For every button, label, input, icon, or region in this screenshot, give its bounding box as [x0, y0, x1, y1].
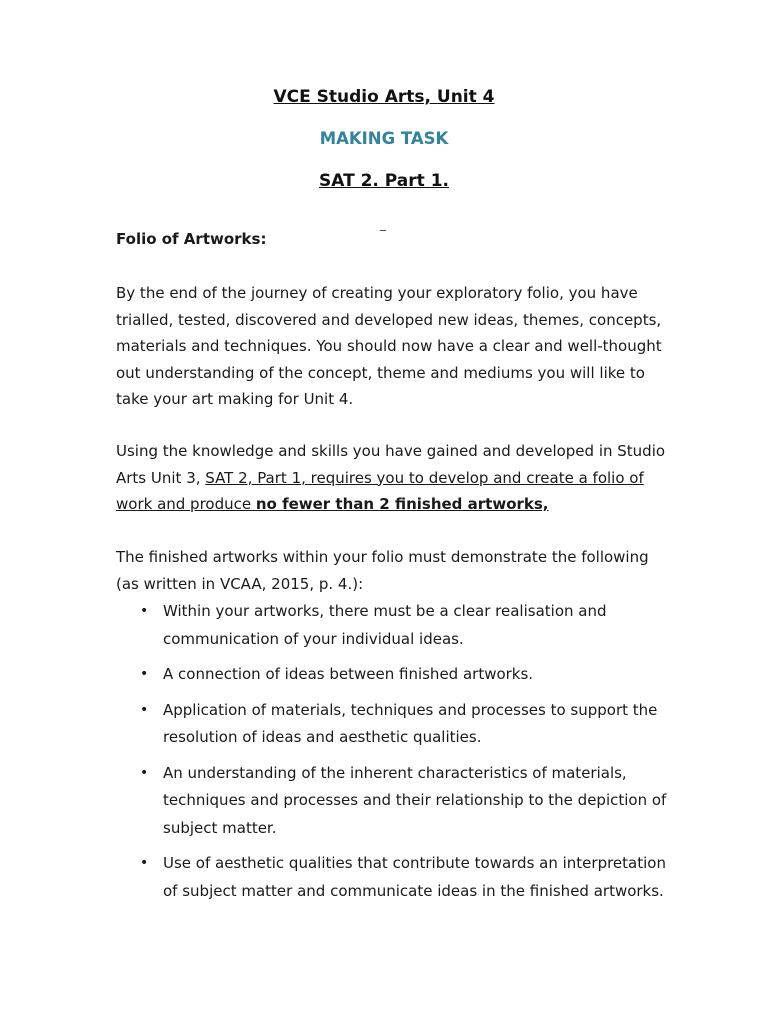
bullet-icon: •	[140, 855, 149, 871]
list-item	[116, 697, 676, 752]
criteria-list	[116, 598, 676, 913]
list-item	[116, 598, 676, 653]
paragraph-requirements	[116, 438, 676, 518]
list-item-text: A connection of ideas between finished artworks.	[163, 665, 534, 683]
stray-mark: _	[380, 217, 386, 231]
sat-heading: SAT 2. Part 1.	[319, 171, 449, 191]
bullet-icon: •	[140, 666, 149, 682]
requirements-plain-text: Using the knowledge and skills you have gained and developed in Studio Arts Unit 3,	[116, 442, 666, 487]
paragraph-intro: By the end of the journey of creating your exploratory folio, you have trialled, tested, discovered and developed new ideas, themes, concepts, materials and techniques. You should now have a clear and well-thought out understanding of the concept, theme and mediums you will like to take your art making for Unit 4.	[116, 284, 662, 408]
bullet-icon: •	[140, 603, 149, 619]
bullet-icon: •	[140, 764, 149, 781]
document-subtitle: MAKING TASK	[319, 129, 449, 148]
list-item-text: Application of materials, techniques and processes to support the resolution of ideas and aesthetic qualities.	[163, 700, 658, 746]
list-item	[116, 760, 676, 843]
list-item-text: Within your artworks, there must be a clear realisation and communication of your individual ideas.	[163, 602, 607, 648]
list-item	[116, 850, 676, 905]
list-item-text: Use of aesthetic qualities that contribute towards an interpretation of subject matter and communicate ideas in the finished artworks.	[163, 854, 666, 900]
list-item	[116, 661, 676, 689]
requirements-underlined-text: SAT 2, Part 1, requires you to develop and create a folio of work and produce	[116, 468, 644, 513]
document-title: VCE Studio Arts, Unit 4	[273, 87, 495, 107]
list-item-text: An understanding of the inherent characteristics of materials, techniques and processes and their relationship to the depiction of subject matter.	[163, 763, 667, 837]
section-heading: Folio of Artworks:	[116, 230, 267, 248]
requirements-bold-text: no fewer than 2 finished artworks,	[255, 495, 549, 513]
bullet-icon: •	[140, 701, 149, 718]
paragraph-criteria-intro: The finished artworks within your folio must demonstrate the following (as written in VCAA, 2015, p. 4.):	[116, 548, 649, 593]
